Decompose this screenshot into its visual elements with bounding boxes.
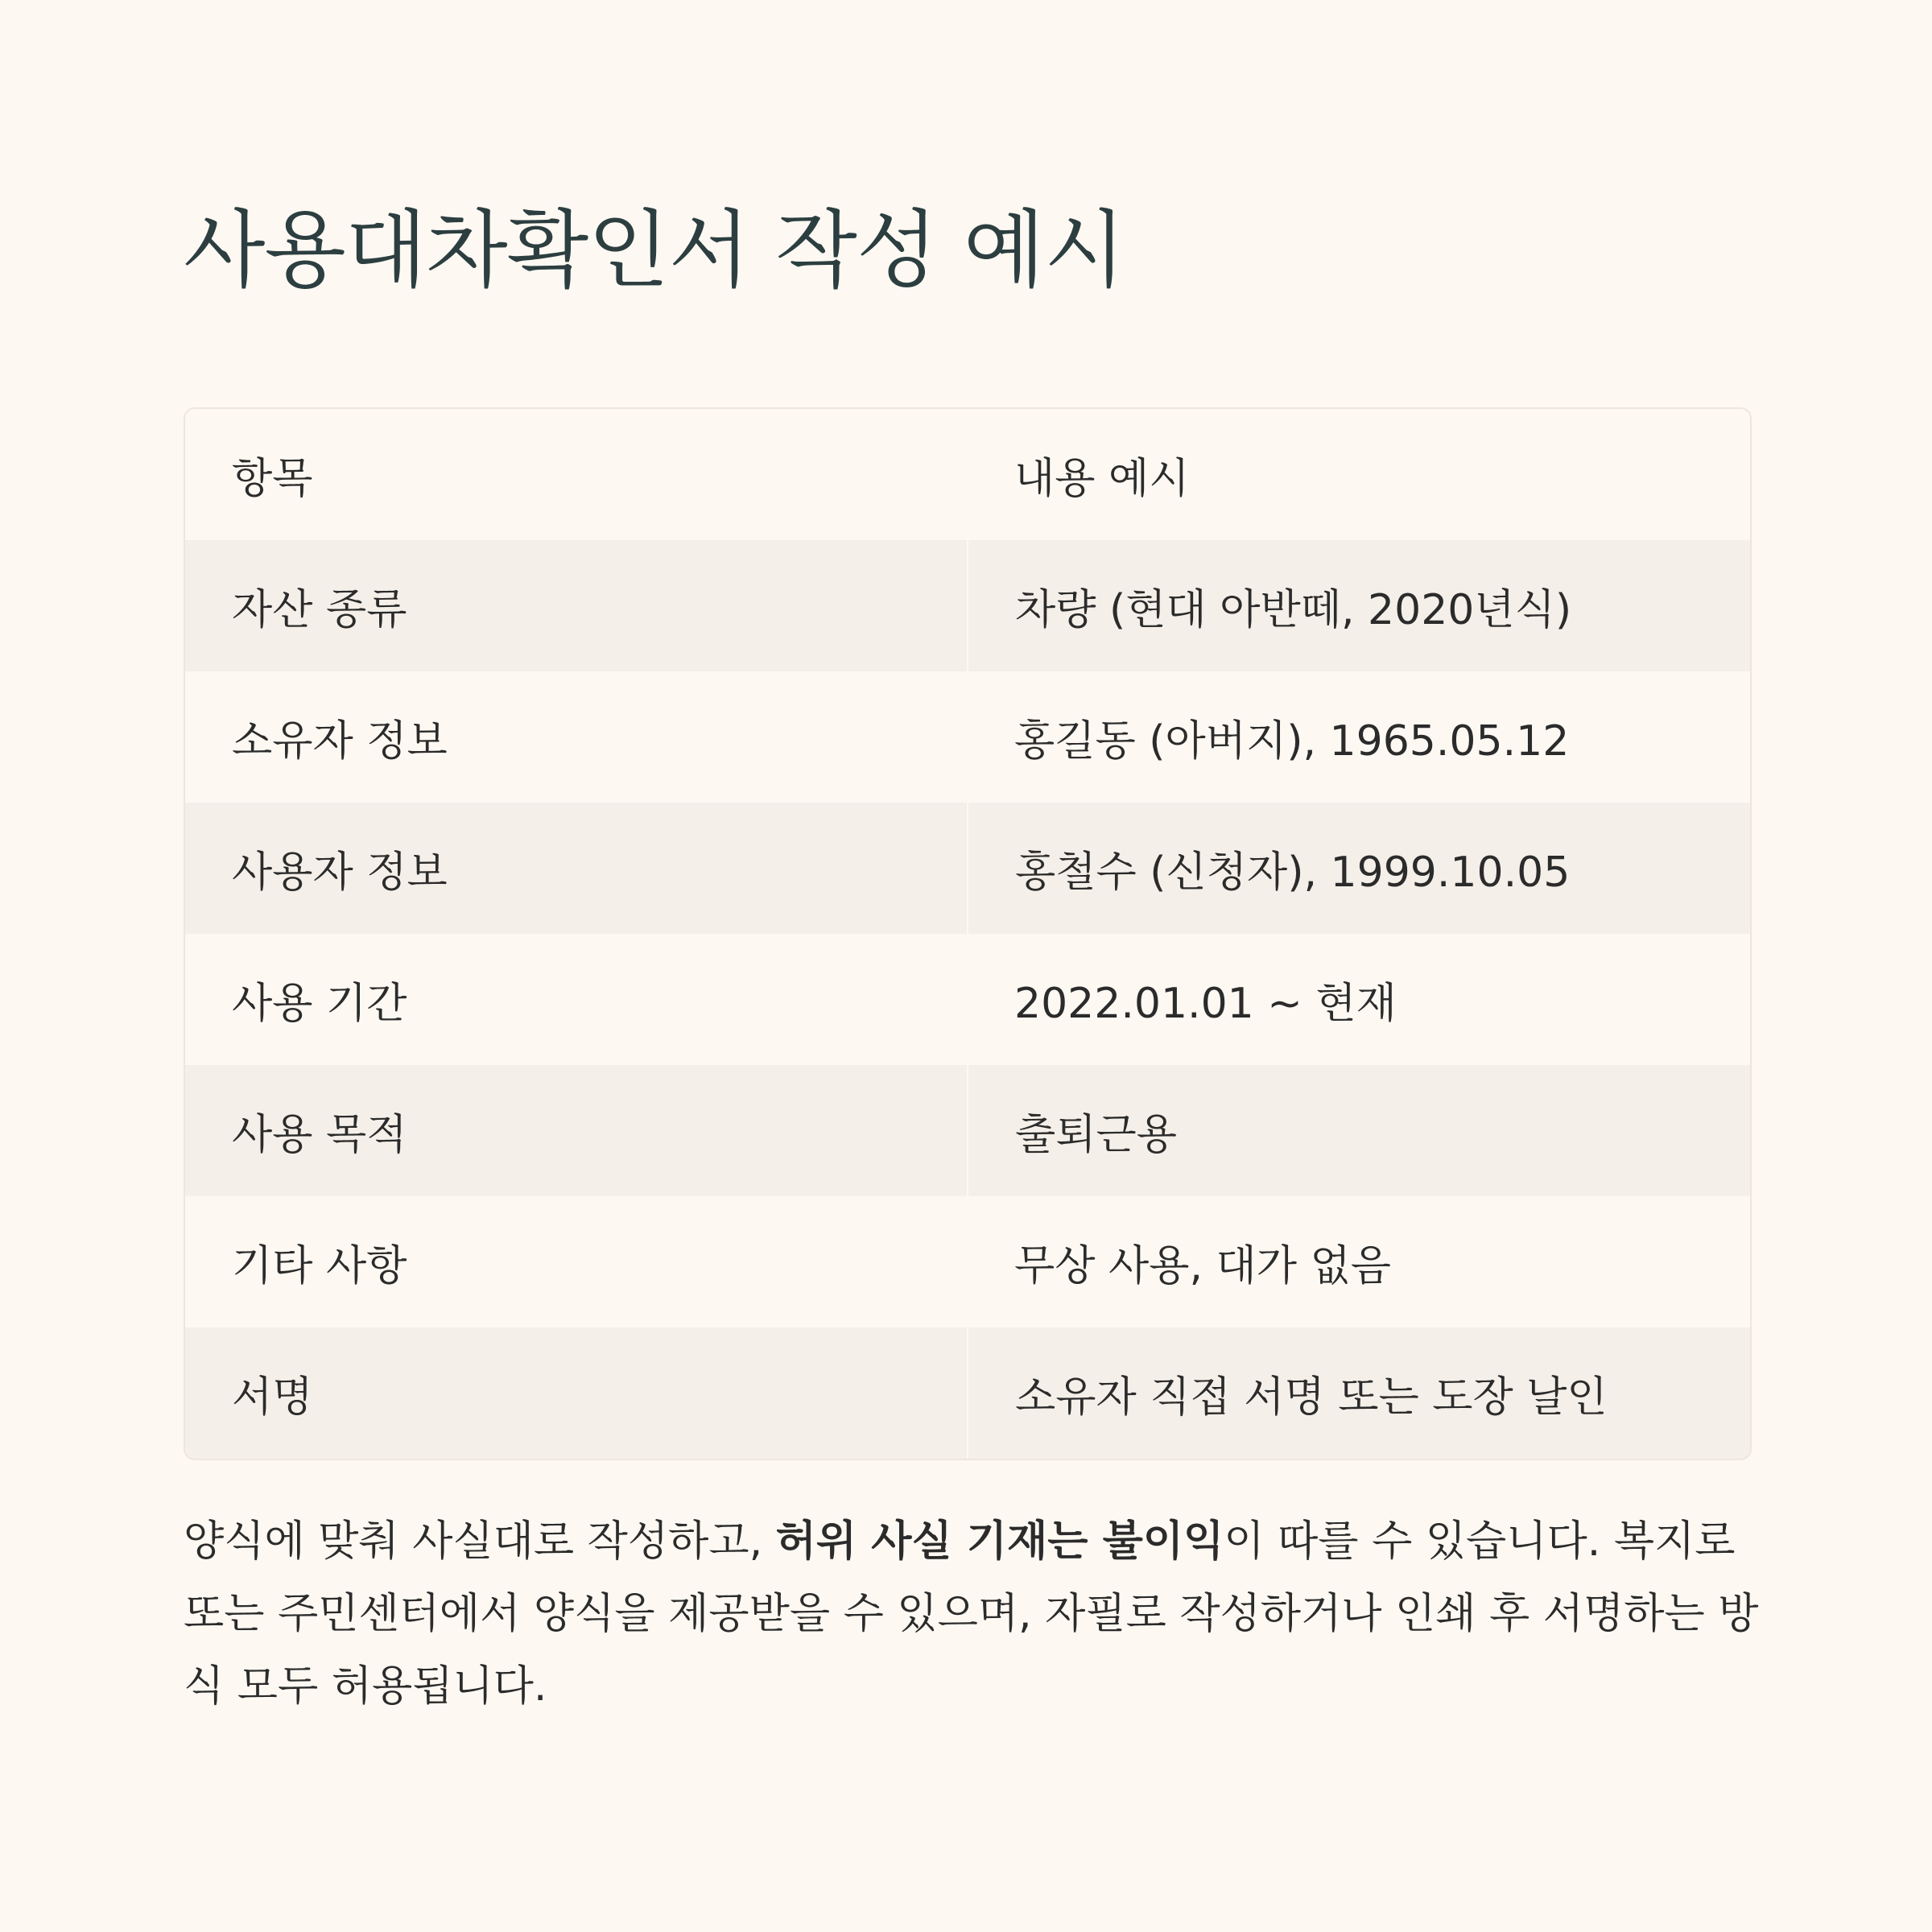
table-row bbox=[185, 671, 1750, 803]
column-header-item: 항목 bbox=[232, 455, 313, 503]
table-row bbox=[185, 1065, 1750, 1196]
table-header-row bbox=[185, 409, 1750, 540]
table-row bbox=[185, 1196, 1750, 1327]
row-content-value: 출퇴근용 bbox=[968, 1065, 1750, 1196]
example-table bbox=[184, 407, 1752, 1460]
row-item-label: 소유자 정보 bbox=[232, 717, 448, 766]
page-title: 사용대차확인서 작성 예시 bbox=[184, 201, 1125, 299]
row-content-value: 2022.01.01 ~ 현재 bbox=[1014, 980, 1397, 1028]
guidance-note bbox=[184, 1505, 1761, 1723]
row-item-label: 자산 종류 bbox=[185, 540, 968, 671]
table-row bbox=[185, 1327, 1750, 1459]
row-content-value: 소유자 직접 서명 또는 도장 날인 bbox=[968, 1327, 1750, 1459]
column-header-content: 내용 예시 bbox=[1014, 455, 1190, 503]
row-item-label: 기타 사항 bbox=[232, 1242, 407, 1290]
table-row bbox=[185, 540, 1750, 671]
row-content-value: 홍길동 (아버지), 1965.05.12 bbox=[1014, 717, 1570, 766]
row-content-value: 홍철수 (신청자), 1999.10.05 bbox=[968, 803, 1750, 934]
row-item-label: 서명 bbox=[185, 1327, 968, 1459]
row-content-value: 무상 사용, 대가 없음 bbox=[1014, 1242, 1391, 1290]
note-emphasis: 허위 사실 기재는 불이익 bbox=[775, 1517, 1224, 1566]
note-text-before: 양식에 맞춰 사실대로 작성하고, bbox=[184, 1517, 776, 1566]
note-text-after: 이 따를 수 있습니다. 복지로 또는 주민센터에서 양식을 제공받을 수 있으며, 자필로 작성하거나 인쇄 후 서명하는 방식 모두 허용됩니다. bbox=[184, 1517, 1759, 1711]
table-row bbox=[185, 934, 1750, 1065]
row-content-value: 차량 (현대 아반떼, 2020년식) bbox=[968, 540, 1750, 671]
row-item-label: 사용자 정보 bbox=[185, 803, 968, 934]
row-item-label: 사용 목적 bbox=[185, 1065, 968, 1196]
row-item-label: 사용 기간 bbox=[232, 980, 407, 1028]
table-row bbox=[185, 803, 1750, 934]
